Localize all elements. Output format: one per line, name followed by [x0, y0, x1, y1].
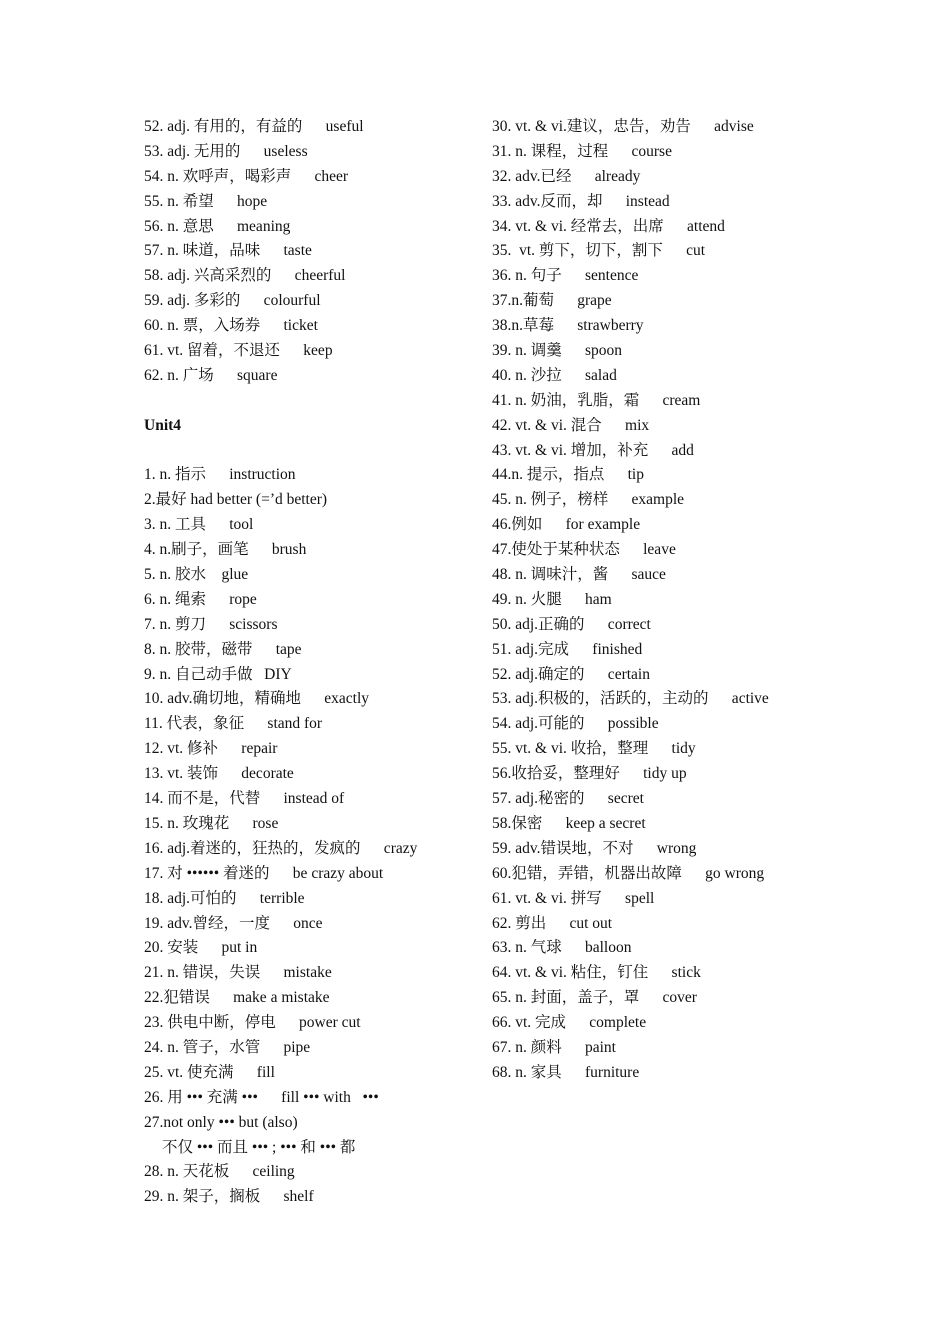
vocab-entry: 35. vt. 剪下，切下，割下 cut	[492, 242, 706, 260]
vocab-entry: 32. adv.已经 already	[492, 167, 641, 185]
vocab-entry: 31. n. 课程，过程 course	[492, 142, 672, 160]
vocab-entry: 3. n. 工具 tool	[144, 516, 254, 534]
vocab-entry: 51. adj.完成 finished	[492, 640, 643, 658]
unit-heading: Unit4	[144, 416, 182, 434]
vocab-entry: 48. n. 调味汁，酱 sauce	[492, 566, 666, 584]
vocab-entry: 56. n. 意思 meaning	[144, 217, 291, 235]
vocab-entry: 57. n. 味道，品味 taste	[144, 242, 312, 260]
vocab-entry: 52. adj. 有用的，有益的 useful	[144, 118, 364, 135]
vocab-entry: 8. n. 胶带，磁带 tape	[144, 640, 302, 658]
vocab-entry: 54. adj.可能的 possible	[492, 715, 659, 733]
vocab-entry: 19. adv.曾经，一度 once	[144, 914, 323, 932]
vocab-entry: 37.n.葡萄 grape	[492, 292, 612, 310]
vocab-entry: 2.最好 had better (=’d better)	[144, 491, 328, 509]
vocab-entry: 46.例如 for example	[492, 516, 641, 534]
vocab-entry: 10. adv.确切地，精确地 exactly	[144, 690, 370, 708]
vocab-entry: 11. 代表，象征 stand for	[144, 715, 323, 733]
vocab-entry: 44.n. 提示，指点 tip	[492, 466, 644, 484]
vocab-entry: 28. n. 天花板 ceiling	[144, 1163, 295, 1181]
vocab-entry: 17. 对 •••••• 着迷的 be crazy about	[144, 864, 384, 882]
vocab-entry: 16. adj.着迷的，狂热的，发疯的 crazy	[144, 839, 418, 857]
vocab-entry: 58. adj. 兴高采烈的 cheerful	[144, 267, 346, 285]
vocab-entry: 59. adv.错误地，不对 wrong	[492, 839, 697, 857]
vocab-entry: 53. adj. 无用的 useless	[144, 142, 308, 160]
vocab-entry: 15. n. 玫瑰花 rose	[144, 814, 279, 832]
vocab-entry: 6. n. 绳索 rope	[144, 590, 257, 608]
vocab-entry: 41. n. 奶油，乳脂，霜 cream	[492, 391, 701, 409]
vocab-entry: 52. adj.确定的 certain	[492, 665, 650, 683]
vocab-entry: 39. n. 调羹 spoon	[492, 342, 623, 360]
vocab-entry: 13. vt. 装饰 decorate	[144, 765, 294, 783]
vocab-entry: 55. n. 希望 hope	[144, 192, 268, 210]
vocab-entry: 9. n. 自己动手做 DIY	[144, 665, 292, 683]
vocab-entry: 55. vt. & vi. 收拾，整理 tidy	[492, 740, 696, 758]
vocab-entry: 61. vt. 留着，不退还 keep	[144, 342, 333, 360]
vocab-entry: 68. n. 家具 furniture	[492, 1063, 640, 1081]
vocab-entry: 12. vt. 修补 repair	[144, 740, 278, 758]
blank-line	[144, 389, 474, 414]
vocab-entry: 60. n. 票，入场券 ticket	[144, 317, 318, 335]
vocab-entry: 67. n. 颜料 paint	[492, 1038, 616, 1056]
vocab-entry: 24. n. 管子，水管 pipe	[144, 1038, 311, 1056]
vocab-entry: 40. n. 沙拉 salad	[492, 366, 617, 384]
vocab-entry: 34. vt. & vi. 经常去，出席 attend	[492, 217, 725, 235]
vocab-entry: 62. n. 广场 square	[144, 366, 278, 384]
vocab-entry: 23. 供电中断，停电 power cut	[144, 1014, 361, 1032]
vocab-entry: 54. n. 欢呼声，喝彩声 cheer	[144, 167, 349, 185]
vocab-entry: 5. n. 胶水 glue	[144, 566, 249, 584]
vocab-entry: 62. 剪出 cut out	[492, 914, 613, 932]
vocab-entry: 18. adj.可怕的 terrible	[144, 889, 305, 907]
vocab-entry: 57. adj.秘密的 secret	[492, 790, 644, 808]
vocab-entry-continuation: 不仅 ••• 而且 ••• ; ••• 和 ••• 都	[162, 1138, 356, 1156]
vocab-entry: 36. n. 句子 sentence	[492, 267, 639, 285]
vocab-entry: 42. vt. & vi. 混合 mix	[492, 416, 650, 434]
vocab-entry: 7. n. 剪刀 scissors	[144, 615, 278, 633]
left-column	[144, 115, 474, 1210]
vocab-entry: 64. vt. & vi. 粘住，钉住 stick	[492, 964, 701, 982]
vocab-entry: 29. n. 架子，搁板 shelf	[144, 1188, 314, 1206]
vocab-entry: 60.犯错，弄错，机器出故障 go wrong	[492, 864, 765, 882]
blank-line	[144, 439, 474, 464]
vocab-entry: 14. 而不是，代替 instead of	[144, 790, 345, 808]
vocab-entry: 38.n.草莓 strawberry	[492, 317, 644, 335]
vocab-entry: 21. n. 错误，失误 mistake	[144, 964, 332, 982]
vocab-entry: 43. vt. & vi. 增加，补充 add	[492, 441, 694, 459]
vocab-entry: 26. 用 ••• 充满 ••• fill ••• with •••	[144, 1088, 379, 1106]
vocab-entry: 66. vt. 完成 complete	[492, 1014, 647, 1032]
vocab-entry: 56.收拾妥，整理好 tidy up	[492, 765, 687, 783]
vocab-entry: 53. adj.积极的，活跃的，主动的 active	[492, 690, 769, 708]
vocab-entry: 27.not only ••• but (also)	[144, 1113, 298, 1131]
vocab-entry: 30. vt. & vi.建议，忠告，劝告 advise	[492, 118, 754, 135]
vocab-entry: 4. n.刷子，画笔 brush	[144, 541, 307, 559]
right-column	[492, 115, 932, 1086]
vocab-entry: 59. adj. 多彩的 colourful	[144, 292, 321, 310]
vocab-entry: 22.犯错误 make a mistake	[144, 989, 330, 1007]
vocab-entry: 58.保密 keep a secret	[492, 814, 646, 832]
vocab-entry: 50. adj.正确的 correct	[492, 615, 651, 633]
vocab-entry: 49. n. 火腿 ham	[492, 590, 612, 608]
vocab-entry: 45. n. 例子，榜样 example	[492, 491, 685, 509]
vocab-entry: 1. n. 指示 instruction	[144, 466, 296, 484]
vocab-entry: 61. vt. & vi. 拼写 spell	[492, 889, 655, 907]
vocab-entry: 65. n. 封面，盖子，罩 cover	[492, 989, 697, 1007]
vocab-entry: 47.使处于某种状态 leave	[492, 541, 676, 559]
vocab-entry: 20. 安装 put in	[144, 939, 258, 957]
vocab-entry: 63. n. 气球 balloon	[492, 939, 632, 957]
vocab-entry: 25. vt. 使充满 fill	[144, 1063, 275, 1081]
vocab-entry: 33. adv.反而，却 instead	[492, 192, 670, 210]
